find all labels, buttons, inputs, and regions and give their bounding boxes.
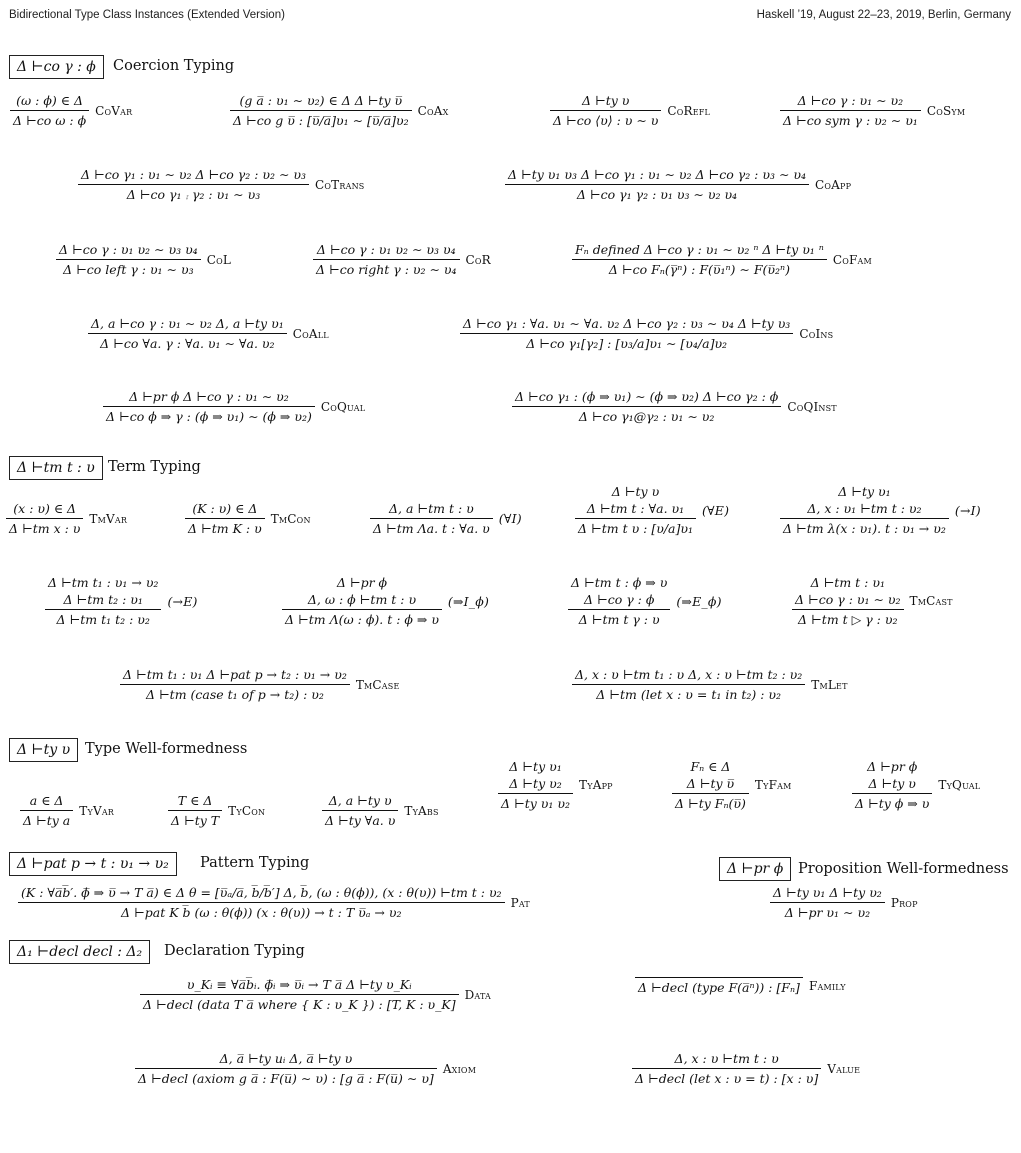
rule-tyabs: [322, 792, 439, 829]
rule-cor: [313, 241, 491, 278]
section-title-pattern: Pattern Typing: [200, 855, 310, 871]
rule-premises: [572, 241, 827, 258]
rule-premise: T ∈ Δ: [177, 793, 213, 808]
rule-fraction: [313, 241, 460, 278]
rule-fraction: [18, 884, 505, 921]
rule-premises: [460, 315, 793, 332]
rule-name: TmCase: [355, 677, 400, 692]
rule-premise: (x : υ) ∈ Δ: [13, 501, 77, 516]
rule-coapp: [505, 166, 851, 203]
rule-premises: [305, 574, 419, 608]
rule-conclusion: Δ ⊢ty ϕ ⇒ υ: [855, 796, 930, 811]
rule-name: Data: [464, 987, 492, 1002]
rule-bar: [632, 1068, 821, 1069]
rule-fraction: [792, 574, 904, 628]
rule-pat: [18, 884, 530, 921]
rule-fraction: [230, 92, 412, 129]
rule-name: CoApp: [815, 177, 852, 192]
rule-premises: [326, 792, 395, 809]
rule-conclusion: Δ ⊢ty a: [23, 813, 71, 828]
rule-fraction: [282, 574, 442, 628]
rule-bar: [56, 259, 201, 260]
rule-premise: Δ ⊢ty υ̅: [686, 776, 735, 791]
rule-premises: [237, 92, 406, 109]
judgment-box-term: Δ ⊢tm t : υ: [9, 456, 103, 480]
rule-premises: [18, 884, 505, 901]
rule-bar: [498, 793, 573, 794]
rule-fraction: [672, 758, 749, 812]
rule-fraction: [78, 166, 309, 203]
rule-bar: [168, 810, 222, 811]
rule-cofam: [572, 241, 872, 278]
rule-premises: [175, 792, 216, 809]
rule-fraction: [572, 666, 805, 703]
rule-bar: [120, 684, 350, 685]
judgment-box-proposition: Δ ⊢pr ϕ: [719, 857, 791, 881]
rule-bar: [135, 1068, 437, 1069]
rule-fraction: [780, 483, 949, 537]
rule-bar: [103, 406, 315, 407]
running-header-left: Bidirectional Type Class Instances (Extended Version): [9, 9, 285, 21]
rule-bar: [20, 810, 73, 811]
rule-cosym: [780, 92, 965, 129]
rule-name: CoQInst: [787, 399, 837, 414]
rule-premise: Δ ⊢tm t : ϕ ⇒ υ: [571, 575, 668, 590]
rule-name: TyAbs: [404, 803, 439, 818]
rule-name: (⇒I_ϕ): [447, 593, 490, 609]
rule-fraction: [780, 92, 921, 129]
rule-tyapp: [498, 758, 613, 812]
rule-coax: [230, 92, 449, 129]
rule-bar: [792, 609, 904, 610]
rule-premise: Δ ⊢co γ₁ : (ϕ ⇒ υ₁) ∼ (ϕ ⇒ υ₂) Δ ⊢co γ₂ : ϕ: [515, 389, 779, 404]
rule-premises: [672, 1050, 782, 1067]
rule-premises: [126, 388, 292, 405]
rule-tmcast: [792, 574, 953, 628]
rule-conclusion: Δ ⊢co sym γ : υ₂ ∼ υ₁: [783, 113, 918, 128]
rule-premise: Δ, ω : ϕ ⊢tm t : υ: [307, 592, 417, 607]
rule-bar: [635, 977, 803, 978]
rule-conclusion: Δ ⊢tm K : υ: [188, 521, 262, 536]
rule-premise: Δ ⊢ty υ₁: [509, 759, 562, 774]
rule-bar: [230, 110, 412, 111]
rule-coall: [88, 315, 329, 352]
rule-fraction: [512, 388, 781, 425]
rule-name: CoFam: [832, 252, 872, 267]
rule-premise: Δ ⊢co γ₁ : ∀a. υ₁ ∼ ∀a. υ₂ Δ ⊢co γ₂ : υ₃ ∼ υ₄ Δ ⊢ty υ₃: [463, 316, 791, 331]
section-title-type: Type Well-formedness: [85, 741, 248, 757]
rule-bar: [370, 518, 493, 519]
rule-bar: [322, 810, 398, 811]
rule-fraction: [10, 92, 89, 129]
rule-bar: [18, 902, 505, 903]
judgment-box-type: Δ ⊢ty υ: [9, 738, 78, 762]
rule-premises: [217, 1050, 356, 1067]
rule-bar: [505, 184, 809, 185]
rule-fraction: [498, 758, 573, 812]
rule-premise: Δ ⊢pr ϕ Δ ⊢co γ : υ₁ ∼ υ₂: [129, 389, 289, 404]
rule-name: CoL: [206, 252, 231, 267]
rule-axiom: [135, 1050, 476, 1087]
rule-bar: [572, 684, 805, 685]
rule-premises: [189, 500, 260, 517]
judgment-box-declaration: Δ₁ ⊢decl decl : Δ₂: [9, 940, 150, 964]
rule-premise: Δ ⊢ty υ₁ υ₃ Δ ⊢co γ₁ : υ₁ ∼ υ₂ Δ ⊢co γ₂ : υ₃ ∼ υ₄: [508, 167, 807, 182]
rule-fraction: [322, 792, 398, 829]
rule-conclusion: Δ ⊢tm (case t₁ of p → t₂) : υ₂: [145, 687, 324, 702]
rule-fraction: [185, 500, 265, 537]
rule-fraction: [6, 500, 83, 537]
rule-tycon: [168, 792, 265, 829]
rule-conclusion: Δ ⊢tm t γ : υ: [578, 612, 660, 627]
rule-premise: Fₙ defined Δ ⊢co γ : υ₁ ∼ υ₂ ⁿ Δ ⊢ty υ₁ ⁿ: [575, 242, 824, 257]
rule-premise: Δ ⊢ty υ: [611, 484, 660, 499]
rule-premise: Δ ⊢tm t₁ : υ₁ Δ ⊢pat p → t₂ : υ₁ → υ₂: [123, 667, 347, 682]
rule-premises: [120, 666, 350, 683]
rule-name: TmCast: [909, 594, 953, 608]
rule-bar: [575, 518, 696, 519]
rule-conclusion: Δ ⊢co g υ̅ : [υ̅/a̅]υ₁ ∼ [υ̅/a̅]υ₂: [233, 113, 409, 128]
rule-premise: Δ, a ⊢tm t : υ: [388, 501, 474, 516]
rule-bar: [6, 518, 83, 519]
rule-name: CoTrans: [315, 177, 365, 192]
rule-premises: [386, 500, 477, 517]
rule-premises: [506, 758, 564, 792]
rule-premises: [505, 166, 809, 183]
rule-premise: Δ ⊢ty υ₁: [838, 484, 891, 499]
rule-fraction: [568, 574, 670, 628]
rule-premise: a ∈ Δ: [29, 793, 64, 808]
rule-bar: [780, 110, 921, 111]
rule-i: [370, 500, 522, 537]
rule-premise: Fₙ ∈ Δ: [690, 759, 731, 774]
rule-premises: [78, 166, 309, 183]
rule-name: TyVar: [79, 803, 115, 818]
rule-fraction: [572, 241, 827, 278]
section-title-declaration: Declaration Typing: [164, 943, 305, 959]
rule-premise: Δ ⊢co γ : υ₁ υ₂ ∼ υ₃ υ₄: [59, 242, 198, 257]
rule-premise: Δ ⊢co γ : ϕ: [583, 592, 655, 607]
rule-conclusion: Δ ⊢decl (let x : υ = t) : [x : υ]: [635, 1071, 819, 1086]
rule-fraction: [632, 1050, 821, 1087]
rule-fraction: [370, 500, 493, 537]
rule-name: TyCon: [228, 803, 266, 818]
rule-coins: [460, 315, 833, 352]
rule-premise: (K : υ) ∈ Δ: [192, 501, 258, 516]
rule-corefl: [550, 92, 710, 129]
section-title-term: Term Typing: [108, 459, 201, 475]
rule-conclusion: Δ ⊢tm Λ(ω : ϕ). t : ϕ ⇒ υ: [285, 612, 439, 627]
rule-bar: [460, 333, 793, 334]
rule-premises: [27, 792, 67, 809]
rule-conclusion: Δ ⊢co γ₁ γ₂ : υ₁ υ₃ ∼ υ₂ υ₄: [576, 187, 738, 202]
rule-tmlet: [572, 666, 848, 703]
rule-conclusion: Δ ⊢tm (let x : υ = t₁ in t₂) : υ₂: [596, 687, 782, 702]
rule-premises: [184, 976, 415, 993]
rule-premise: Δ, x : υ ⊢tm t : υ: [674, 1051, 779, 1066]
rule-premises: [45, 574, 161, 608]
rule-name: TyApp: [579, 778, 613, 792]
rule-conclusion: Δ ⊢co right γ : υ₂ ∼ υ₄: [316, 262, 457, 277]
rule-premises: [584, 483, 687, 517]
rule-premise: Δ ⊢tm t : υ₁: [810, 575, 885, 590]
rule-premise: υ_Kᵢ ≡ ∀a̅b̅ᵢ. ϕ̅ᵢ ⇒ υ̅ᵢ → T a̅ Δ ⊢ty υ_Kᵢ: [186, 977, 412, 992]
rule-premise: Δ ⊢ty υ: [868, 776, 916, 791]
rule-name: Prop: [890, 895, 918, 910]
rule-bar: [10, 110, 89, 111]
rule-premise: Δ, x : υ₁ ⊢tm t : υ₂: [807, 501, 922, 516]
rule-prop: [770, 884, 918, 921]
rule-tmcase: [120, 666, 400, 703]
rule-bar: [78, 184, 309, 185]
rule-fraction: [635, 976, 803, 996]
rule-premises: [314, 241, 459, 258]
rule-premises: [579, 92, 632, 109]
rule-name: Value: [827, 1061, 861, 1076]
judgment-box-coercion: Δ ⊢co γ : ϕ: [9, 55, 104, 79]
rule-tyvar: [20, 792, 114, 829]
rule-premise: Δ ⊢co γ : υ₁ υ₂ ∼ υ₃ υ₄: [316, 242, 456, 257]
rule-premise: Δ ⊢ty υ₁ Δ ⊢ty υ₂: [773, 885, 882, 900]
rule-i: [282, 574, 489, 628]
rule-name: (→I): [954, 502, 981, 518]
rule-name: CoAll: [292, 326, 329, 341]
rule-fraction: [140, 976, 459, 1013]
rule-fraction: [550, 92, 661, 129]
rule-conclusion: Δ ⊢decl (data T a̅ where { K : υ_K }) : [T, K : υ_K]: [143, 997, 456, 1012]
rule-bar: [313, 259, 460, 260]
rule-fraction: [56, 241, 201, 278]
rule-conclusion: Δ ⊢co γ₁ ⨾ γ₂ : υ₁ ∼ υ₃: [126, 187, 261, 202]
rule-premises: [88, 315, 287, 332]
rule-name: CoSym: [926, 103, 966, 118]
rule-bar: [88, 333, 287, 334]
rule-e: [568, 574, 722, 628]
rule-premises: [568, 574, 670, 608]
rule-premises: [13, 92, 86, 109]
rule-name: CoQual: [320, 399, 366, 414]
rule-premise: Δ, x : υ ⊢tm t₁ : υ Δ, x : υ ⊢tm t₂ : υ₂: [575, 667, 803, 682]
rule-conclusion: Δ ⊢pat K b̅ (ω : θ(ϕ)) (x : θ(υ)) → t : T υ̅ₐ → υ₂: [121, 905, 402, 920]
rule-name: TmVar: [89, 511, 128, 526]
rule-conclusion: Δ ⊢co ∀a. γ : ∀a. υ₁ ∼ ∀a. υ₂: [100, 336, 275, 351]
rule-fraction: [88, 315, 287, 352]
rule-bar: [45, 609, 161, 610]
rule-name: TyQual: [938, 778, 981, 792]
rule-fraction: [460, 315, 793, 352]
rule-premise: Δ ⊢co γ₁ : υ₁ ∼ υ₂ Δ ⊢co γ₂ : υ₂ ∼ υ₃: [81, 167, 307, 182]
judgment-box-pattern: Δ ⊢pat p → t : υ₁ → υ₂: [9, 852, 177, 876]
rule-name: Family: [808, 979, 846, 993]
rule-premise: (ω : ϕ) ∈ Δ: [16, 93, 83, 108]
rule-premise: Δ ⊢pr ϕ: [336, 575, 388, 590]
rule-name: CoIns: [799, 326, 834, 341]
rule-premises: [56, 241, 201, 258]
rule-tmvar: [6, 500, 127, 537]
rule-conclusion: Δ ⊢co ⟨υ⟩ : υ ∼ υ: [553, 113, 659, 128]
rule-conclusion: Δ ⊢co ω : ϕ: [13, 113, 87, 128]
rule-bar: [572, 259, 827, 260]
rule-bar: [568, 609, 670, 610]
rule-bar: [550, 110, 661, 111]
rule-name: (∀E): [701, 502, 730, 518]
rule-value: [632, 1050, 860, 1087]
rule-premise: Δ, a̅ ⊢ty uᵢ Δ, a̅ ⊢ty υ: [219, 1051, 353, 1066]
rule-coqinst: [512, 388, 837, 425]
rule-name: CoRefl: [667, 103, 711, 118]
rule-fraction: [168, 792, 222, 829]
rule-conclusion: Δ ⊢tm λ(x : υ₁). t : υ₁ → υ₂: [783, 521, 946, 536]
rule-bar: [780, 518, 949, 519]
section-title-proposition: Proposition Well-formedness: [798, 861, 1009, 877]
rule-tyfam: [672, 758, 792, 812]
rule-conclusion: Δ ⊢tm t ▷ γ : υ₂: [798, 612, 898, 627]
rule-premises: [512, 388, 781, 405]
rule-premises: [572, 666, 805, 683]
rule-conclusion: Δ ⊢co Fₙ(γ̅ⁿ) : F(υ̅₁ⁿ) ∼ F(υ̅₂ⁿ): [608, 262, 790, 277]
rule-conclusion: Δ ⊢co left γ : υ₁ ∼ υ₃: [63, 262, 194, 277]
rule-fraction: [20, 792, 73, 829]
rule-tmcon: [185, 500, 311, 537]
rule-premises: [684, 758, 737, 792]
rule-bar: [852, 793, 932, 794]
rule-conclusion: Δ ⊢tm x : υ: [9, 521, 81, 536]
rule-bar: [512, 406, 781, 407]
rule-premise: Δ, a ⊢ty υ: [328, 793, 392, 808]
rule-fraction: [852, 758, 932, 812]
rule-bar: [770, 902, 885, 903]
rule-name: (∀I): [498, 511, 522, 526]
rule-premise: Δ ⊢tm t₂ : υ₁: [63, 592, 143, 607]
rule-name: (→E): [167, 593, 198, 609]
rule-premise: (K : ∀a̅b̅′. ϕ̅ ⇒ υ̅ → T a̅) ∈ Δ θ = [υ̅ₐ/a̅, b̅/b̅′] Δ, b̅, (ω : θ(ϕ)), (x : θ(υ)) ⊢tm t : υ₂: [21, 885, 502, 900]
rule-cotrans: [78, 166, 364, 203]
rule-conclusion: Δ ⊢decl (type F(a̅ⁿ)) : [Fₙ]: [638, 980, 800, 995]
rule-premises: [770, 884, 885, 901]
section-title-coercion: Coercion Typing: [113, 58, 235, 74]
rule-conclusion: Δ ⊢decl (axiom g a̅ : F(u̅) ∼ υ) : [g a̅ : F(u̅) ∼ υ]: [138, 1071, 434, 1086]
rule-bar: [672, 793, 749, 794]
rule-i: [780, 483, 981, 537]
rule-data: [140, 976, 491, 1013]
rule-conclusion: Δ ⊢co ϕ ⇒ γ : (ϕ ⇒ υ₁) ∼ (ϕ ⇒ υ₂): [106, 409, 312, 424]
rule-fraction: [120, 666, 350, 703]
rule-premise: Δ ⊢co γ : υ₁ ∼ υ₂: [795, 592, 901, 607]
rule-fraction: [770, 884, 885, 921]
rule-conclusion: Δ ⊢ty T: [171, 813, 220, 828]
rule-name: Pat: [510, 895, 530, 910]
rule-name: (⇒E_ϕ): [676, 593, 722, 609]
rule-fraction: [135, 1050, 437, 1087]
rule-premises: [795, 92, 907, 109]
rule-family: [635, 976, 846, 996]
rule-bar: [140, 994, 459, 995]
rule-name: TyFam: [754, 778, 792, 792]
rule-conclusion: Δ ⊢ty υ₁ υ₂: [501, 796, 571, 811]
rule-conclusion: Δ ⊢ty ∀a. υ: [325, 813, 396, 828]
rule-e: [575, 483, 729, 537]
rule-name: CoAx: [417, 103, 449, 118]
rule-conclusion: Δ ⊢tm t υ : [υ/a]υ₁: [578, 521, 693, 536]
rule-name: CoR: [465, 252, 491, 267]
rule-premises: [804, 483, 924, 517]
rule-premise: Δ, a ⊢co γ : υ₁ ∼ υ₂ Δ, a ⊢ty υ₁: [91, 316, 284, 331]
rule-premise: Δ ⊢tm t₁ : υ₁ → υ₂: [48, 575, 159, 590]
rule-conclusion: Δ ⊢co γ₁[γ₂] : [υ₃/a]υ₁ ∼ [υ₄/a]υ₂: [526, 336, 728, 351]
rule-name: Axiom: [442, 1061, 477, 1076]
rule-name: TmCon: [270, 511, 311, 526]
rule-premise: Δ ⊢tm t : ∀a. υ₁: [586, 501, 685, 516]
rule-premise: Δ ⊢ty υ: [581, 93, 630, 108]
rule-premise: Δ ⊢co γ : υ₁ ∼ υ₂: [797, 93, 904, 108]
rule-conclusion: Δ ⊢tm Λa. t : ∀a. υ: [373, 521, 490, 536]
running-header-right: Haskell ’19, August 22–23, 2019, Berlin, Germany: [756, 9, 1011, 21]
rule-coqual: [103, 388, 365, 425]
rule-premises: [10, 500, 79, 517]
rule-e: [45, 574, 198, 628]
rule-fraction: [575, 483, 696, 537]
rule-premises: [864, 758, 920, 792]
rule-bar: [282, 609, 442, 610]
rule-tyqual: [852, 758, 980, 812]
rule-conclusion: Δ ⊢pr υ₁ ∼ υ₂: [784, 905, 871, 920]
rule-premises: [792, 574, 904, 608]
rule-conclusion: Δ ⊢co γ₁@γ₂ : υ₁ ∼ υ₂: [578, 409, 715, 424]
rule-bar: [185, 518, 265, 519]
rule-premise: Δ ⊢pr ϕ: [867, 759, 918, 774]
rule-covar: [10, 92, 132, 129]
rule-fraction: [505, 166, 809, 203]
rule-name: CoVar: [95, 103, 133, 118]
rule-premise: Δ ⊢ty υ₂: [509, 776, 562, 791]
rule-fraction: [45, 574, 161, 628]
rule-fraction: [103, 388, 315, 425]
rule-name: TmLet: [811, 677, 848, 692]
rule-conclusion: Δ ⊢tm t₁ t₂ : υ₂: [56, 612, 150, 627]
rule-conclusion: Δ ⊢ty Fₙ(υ̅): [675, 796, 746, 811]
rule-col: [56, 241, 231, 278]
rule-premise: (g a̅ : υ₁ ∼ υ₂) ∈ Δ Δ ⊢ty υ̅: [239, 93, 403, 108]
